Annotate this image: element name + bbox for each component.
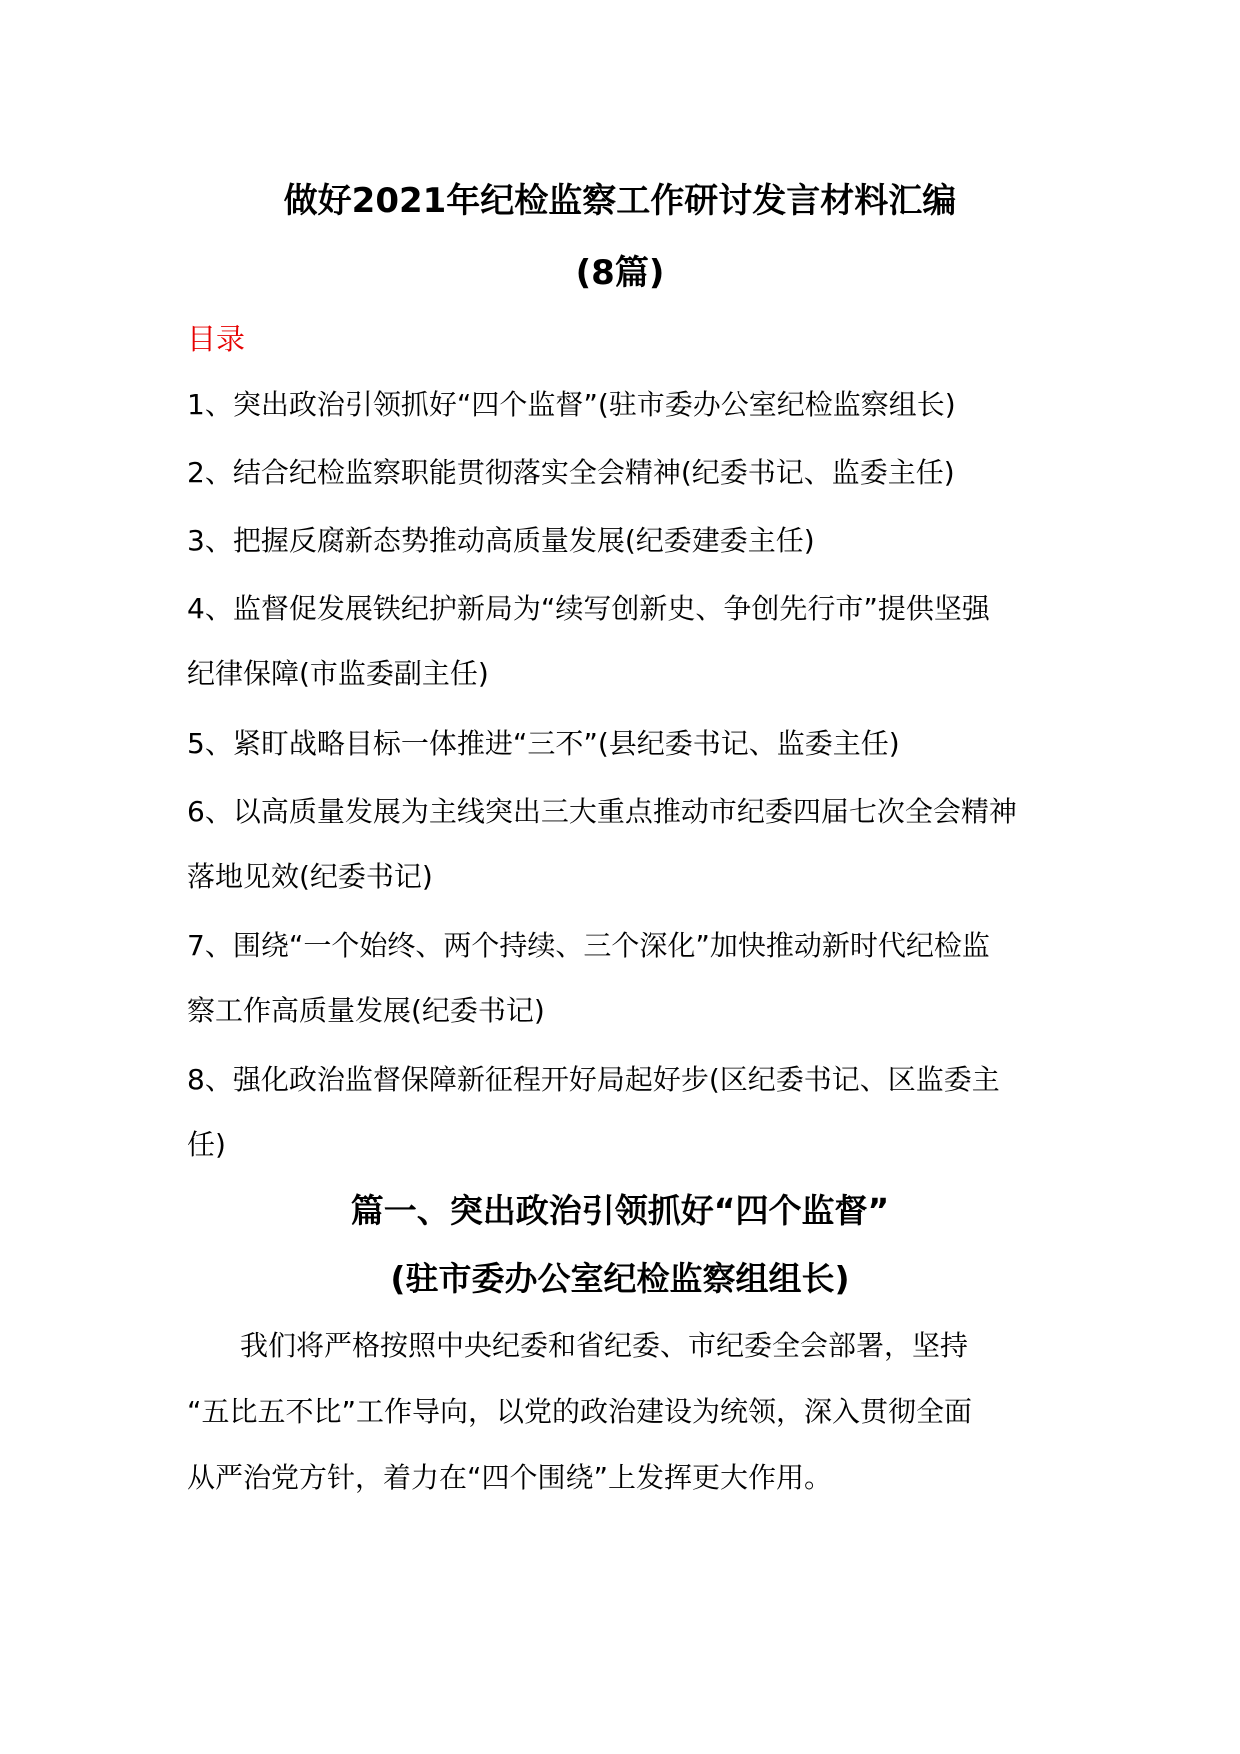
toc-line: 8、强化政治监督保障新征程开好局起好步(区纪委书记、区监委主	[187, 1063, 1000, 1096]
toc-line: 7、围绕“一个始终、两个持续、三个深化”加快推动新时代纪检监	[187, 929, 990, 962]
toc-line: 3、把握反腐新态势推动高质量发展(纪委建委主任)	[187, 524, 815, 557]
toc-line: 4、监督促发展铁纪护新局为“续写创新史、争创先行市”提供坚强	[187, 592, 990, 625]
section-title-line-1: 篇一、突出政治引领抓好“四个监督”	[350, 1191, 890, 1230]
toc-line: 落地见效(纪委书记)	[187, 860, 433, 893]
paragraph-line: 我们将严格按照中央纪委和省纪委、市纪委全会部署，坚持	[240, 1329, 969, 1362]
paragraph-line: “五比五不比”工作导向，以党的政治建设为统领，深入贯彻全面	[187, 1395, 973, 1428]
toc-line: 2、结合纪检监察职能贯彻落实全会精神(纪委书记、监委主任)	[187, 456, 955, 489]
toc-line: 纪律保障(市监委副主任)	[187, 657, 489, 690]
document-title-line-2: (8篇)	[575, 253, 665, 293]
toc-line: 任)	[187, 1128, 226, 1161]
toc-line: 5、紧盯战略目标一体推进“三不”(县纪委书记、监委主任)	[187, 727, 900, 760]
toc-line: 6、以高质量发展为主线突出三大重点推动市纪委四届七次全会精神	[187, 795, 1017, 828]
toc-line: 察工作高质量发展(纪委书记)	[187, 994, 545, 1027]
section-title-line-2: (驻市委办公室纪检监察组组长)	[390, 1259, 850, 1298]
toc-heading: 目录	[187, 322, 246, 356]
paragraph-line: 从严治党方针，着力在“四个围绕”上发挥更大作用。	[187, 1461, 833, 1494]
toc-line: 1、突出政治引领抓好“四个监督”(驻市委办公室纪检监察组长)	[187, 388, 956, 421]
document-title-line-1: 做好2021年纪检监察工作研讨发言材料汇编	[283, 181, 957, 221]
